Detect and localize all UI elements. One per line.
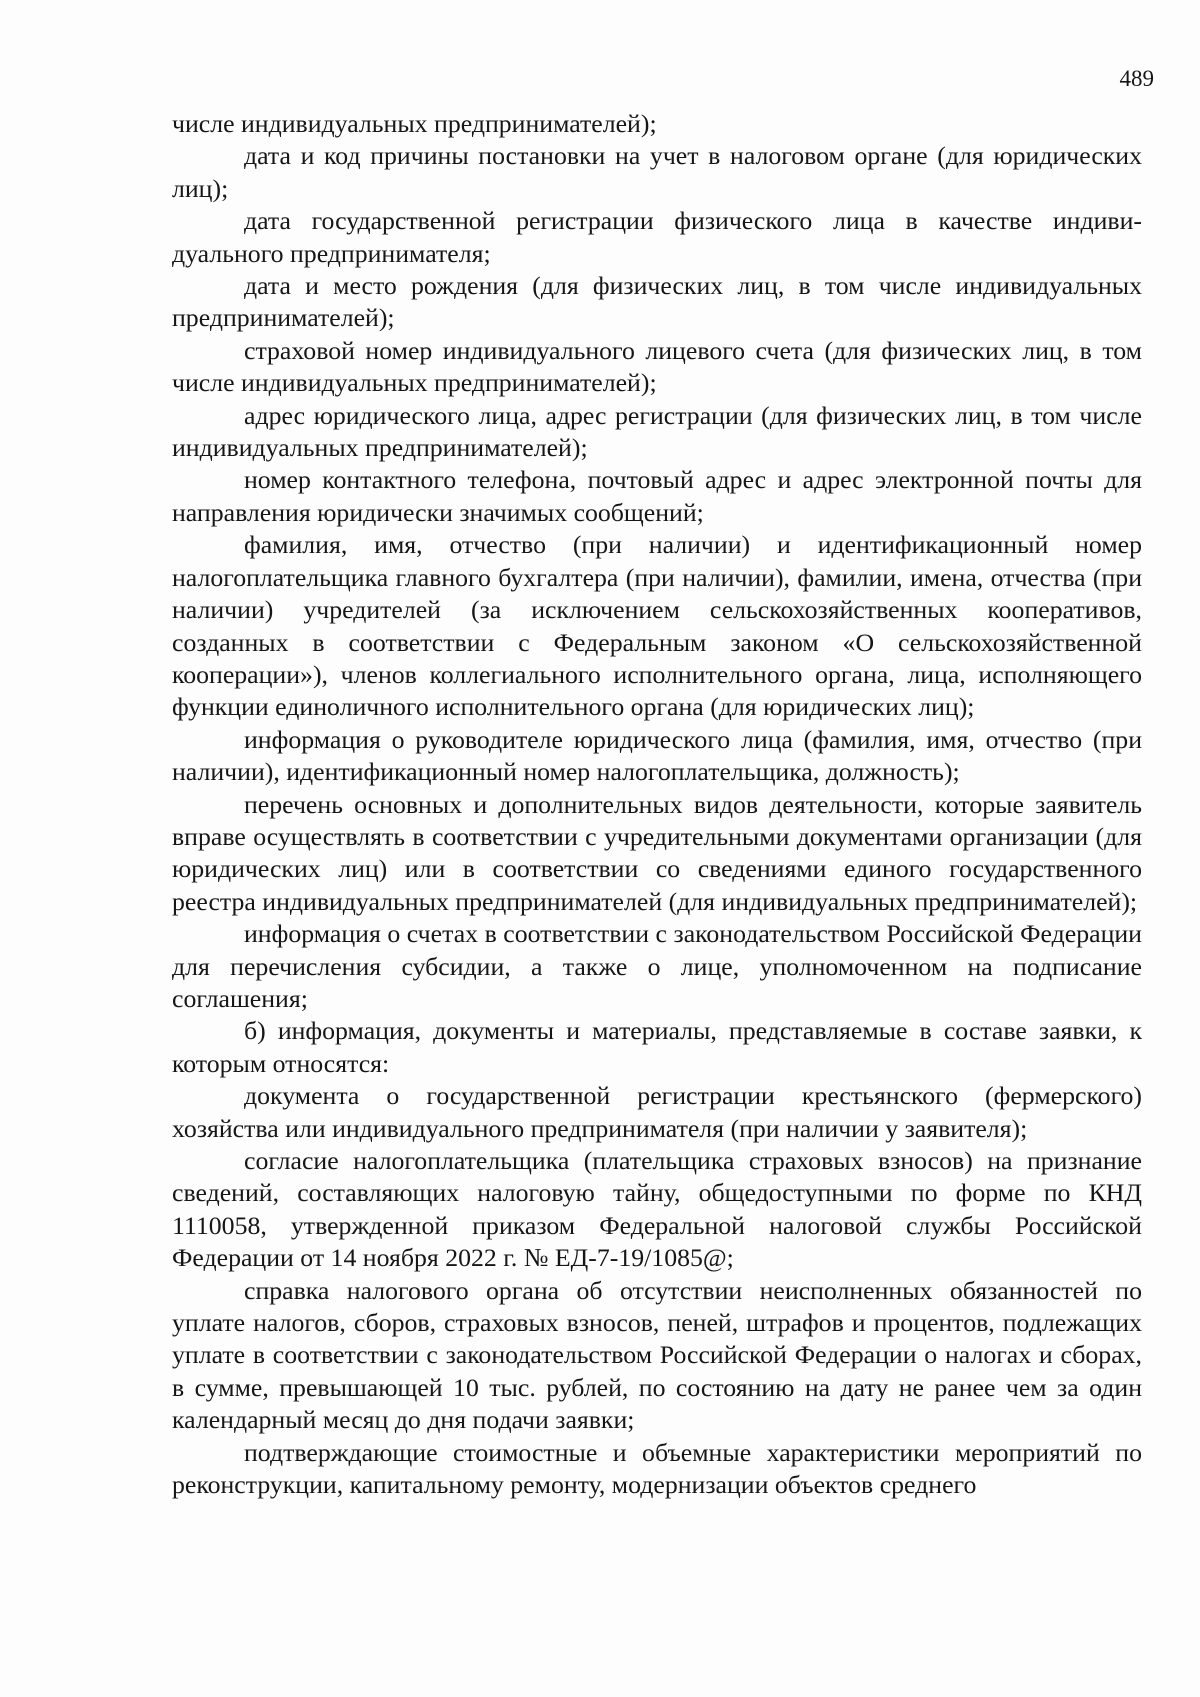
paragraph-section-b: б) информация, документы и материалы, представляемые в составе заявки, к которым относятся: <box>172 1016 1142 1078</box>
paragraph-insurance-number: страховой номер индивидуального лицевого счета (для физических лиц, в том числе индивидуальных предпринимателей); <box>172 335 1142 398</box>
paragraph-contact-info: номер контактного телефона, почтовый адрес и адрес электронной почты для направления юридически значимых сообщений; <box>172 465 1142 527</box>
paragraph-continuation: числе индивидуальных предпринимателей); <box>172 109 657 138</box>
paragraph-state-registration-date: дата государственной регистрации физического лица в качестве индивидуального предпринимателя; <box>172 206 1142 268</box>
paragraph-birth-date-place: дата и место рождения (для физических лиц, в том числе индивидуальных предпринимателей); <box>172 271 1142 333</box>
paragraph-head-info: информация о руководителе юридического лица (фамилия, имя, отчество (при наличии), идентификационный номер налогоплательщика, должность); <box>172 724 1142 787</box>
paragraph-names-inn: фамилия, имя, отчество (при наличии) и идентификационный номер налогоплательщика главного бухгалтера (при наличии), фамилии, имена, отчества (при наличии) учредителей (за исключением сельскохозяйственных кооперативов, созданных в соответствии с Федеральным законом «О сельскохозяйственной кооперации»), членов коллегиального исполнительного органа, лица, исполняющего функции единоличного исполнительного органа (для юридических лиц); <box>172 530 1142 722</box>
paragraph-registration-document: документа о государственной регистрации крестьянского (фермерского) хозяйства или индивидуального предпринимателя (при наличии у заявителя); <box>172 1081 1142 1143</box>
page-number: 489 <box>1119 66 1154 91</box>
paragraph-tax-certificate: справка налогового органа об отсутствии неисполненных обязанностей по уплате налогов, сборов, страховых взносов, пеней, штрафов и процентов, подлежащих уплате в соответствии с законодательством Российской Федерации о налогах и сборах, в сумме, превышающей 10 тыс. рублей, по состоянию на дату не ранее чем за один календарный месяц до дня подачи заявки; <box>172 1275 1142 1435</box>
paragraph-address: адрес юридического лица, адрес регистрации (для физических лиц, в том числе индивидуальных предпринимателей); <box>172 400 1142 463</box>
document-body <box>172 108 1142 1501</box>
paragraph-activity-types: перечень основных и дополнительных видов деятельности, которые заявитель вправе осуществлять в соответствии с учредительными документами организации (для юридических лиц) или в соответствии со сведениями единого государственного реестра индивидуальных предпринимателей (для индивидуальных предпринимателей); <box>172 789 1142 916</box>
paragraph-cost-characteristics: подтверждающие стоимостные и объемные характеристики мероприятий по реконструкции, капитальному ремонту, модернизации объектов среднего <box>172 1437 1142 1500</box>
paragraph-registration-date: дата и код причины постановки на учет в налоговом органе (для юридических лиц); <box>172 141 1142 203</box>
paragraph-taxpayer-consent: согласие налогоплательщика (плательщика страховых взносов) на признание сведений, составляющих налоговую тайну, общедоступными по форме по КНД 1110058, утвержденной приказом Федеральной налоговой службы Российской Федерации от 14 ноября 2022 г. № ЕД-7-19/1085@; <box>172 1146 1142 1273</box>
paragraph-accounts-info: информация о счетах в соответствии с законодательством Российской Федерации для перечисления субсидии, а также о лице, уполномоченном на подписание соглашения; <box>172 919 1142 1013</box>
